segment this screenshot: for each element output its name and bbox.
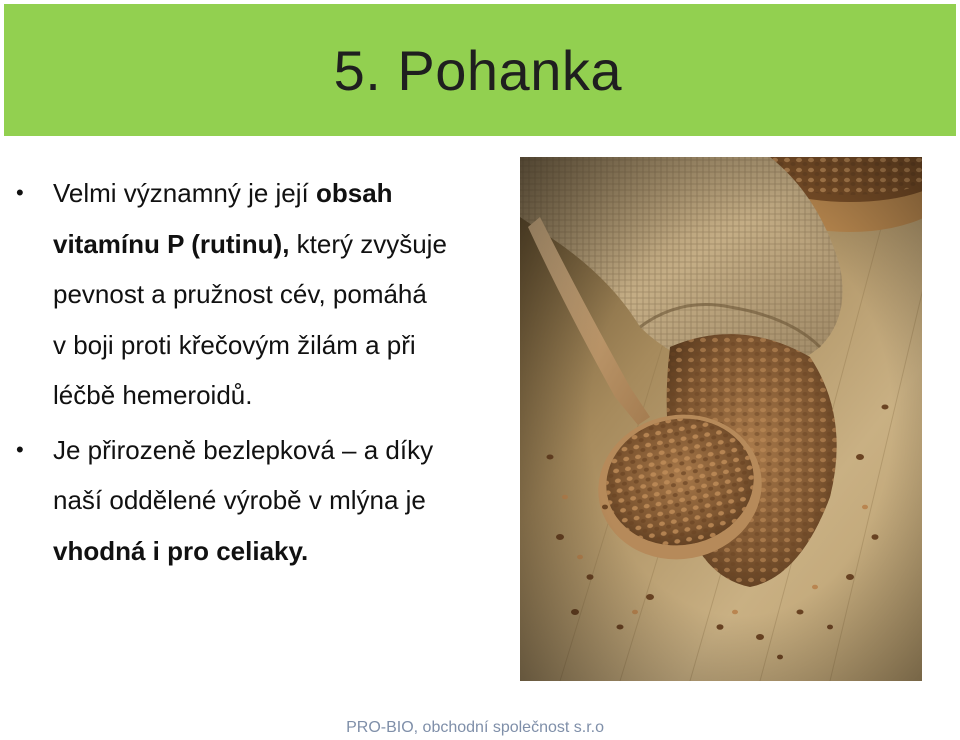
bullet-list — [16, 168, 486, 576]
bullet-text: Velmi významný je její — [53, 178, 316, 208]
bullet-item-vitamin-p — [16, 168, 486, 421]
slide-title: 5. Pohanka — [333, 39, 622, 102]
bullet-item-gluten-free — [16, 425, 486, 577]
bullet-line — [53, 526, 486, 577]
bullet-text: který zvyšuje — [289, 228, 447, 259]
bullet-line: pevnost a pružnost cév, pomáhá — [53, 279, 427, 309]
bullet-bold-text: vitamínu P (rutinu), — [53, 228, 290, 259]
bullet-line: Je přirozeně bezlepková – a díky — [53, 434, 434, 465]
buckwheat-photo — [520, 157, 922, 681]
slide-footer: PRO-BIO, obchodní společnost s.r.o — [346, 719, 604, 736]
bullet-bold-text: obsah — [315, 178, 393, 208]
bullet-dot-icon: • — [16, 436, 24, 462]
bullet-line: léčbě hemeroidů. — [53, 380, 253, 410]
bullet-dot-icon: • — [16, 180, 24, 205]
bullet-line: naší oddělené výrobě v mlýna je — [53, 485, 426, 515]
bullet-line: v boji proti křečovým žilám a při — [53, 329, 416, 360]
bullet-line — [53, 168, 486, 219]
bullet-bold-text: vhodná i pro celiaky. — [53, 535, 309, 566]
bullet-line — [53, 219, 486, 270]
